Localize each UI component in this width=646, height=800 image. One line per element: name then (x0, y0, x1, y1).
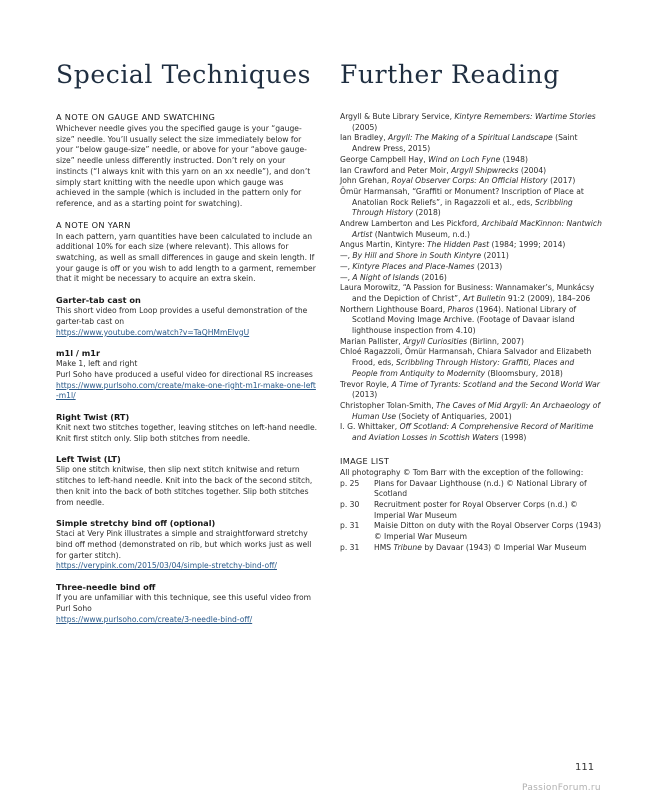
right-twist-body: Knit next two stitches together, leaving stitches on left-hand needle. Knit first stitch only. Slip both stitches from needle. (56, 423, 318, 443)
reference-title: The Hidden Past (427, 240, 490, 250)
garter-heading: Garter-tab cast on (56, 295, 141, 306)
reference-details: (2016) (419, 272, 447, 282)
reference-text: Northern Lighthouse Board, (340, 304, 448, 314)
stretchy-bindoff-section (56, 518, 318, 572)
reference-title: Pharos (447, 304, 474, 314)
m1-heading: m1l / m1r (56, 348, 100, 359)
reference-details: (Birlinn, 2007) (467, 336, 524, 346)
image-caption (374, 521, 602, 542)
image-list-item (340, 479, 602, 500)
reference-details: (2005) (352, 122, 378, 132)
special-techniques-title: Special Techniques (56, 60, 312, 89)
reference-text: —, (340, 251, 353, 261)
reference-title: Kintyre Remembers: Wartime Stories (454, 112, 596, 121)
reference-title: Off Scotland: A Comprehensive Record of Maritime and Aviation Losses in Scottish Waters (352, 422, 594, 443)
caption-rest: by Davaar (1943) © Imperial War Museum (421, 542, 587, 552)
image-list-item (340, 500, 602, 521)
m1-video-link[interactable]: https://www.purlsoho.com/create/make-one-right-m1r-make-one-left-m1l/ (56, 380, 316, 401)
reference-title: Argyll Curiosities (403, 336, 468, 346)
reference-entry (340, 337, 602, 348)
reference-title: Kintyre Places and Place-Names (352, 261, 475, 271)
reference-text: Chloé Ragazzoli, Ömür Harmansah, Chiara Salvador and Elizabeth Frood, eds, (340, 347, 592, 368)
reference-text: Ian Bradley, (340, 133, 389, 143)
further-reading-column (340, 60, 602, 553)
gauge-heading: A NOTE ON GAUGE AND SWATCHING (56, 112, 216, 122)
reference-title: A Time of Tyrants: Scotland and the Second World War (391, 379, 600, 389)
garter-body: This short video from Loop provides a useful demonstration of the garter-tab cast on (56, 306, 308, 326)
reference-entry (340, 422, 602, 443)
reference-details: (2013) (474, 261, 503, 271)
reference-details: (2011) (481, 251, 509, 261)
reference-entry (340, 219, 602, 240)
m1-body: Make 1, left and right Purl Soho have produced a useful video for directional RS increases (56, 359, 313, 379)
reference-title: Wind on Loch Fyne (428, 154, 501, 164)
reference-details: (1948) (500, 154, 528, 164)
right-twist-section (56, 412, 318, 444)
gauge-body: Whichever needle gives you the specified gauge is your “gauge-size” needle. You’ll usually select the size immediately below for your “below gauge-size” needle, or above for your “above gauge-size” needle unless differently instructed. Don’t rely on your instincts (“I always knit with this yarn on an xx needle”), and don’t simply start knitting with the needle upon which gauge was achieved in the sample (which is included in the pattern only for reference, and as a starting point for swatching). (56, 124, 311, 208)
reference-details: (Society of Antiquaries, 2001) (396, 411, 512, 421)
garter-video-link[interactable]: https://www.youtube.com/watch?v=TaQHMmElvgU (56, 327, 250, 337)
image-list-item (340, 521, 602, 542)
reference-text: Trevor Royle, (340, 379, 392, 389)
reference-details: (2004) (518, 165, 547, 175)
reference-title: A Night of Islands (352, 272, 420, 282)
reference-entry (340, 380, 602, 401)
m1-section (56, 348, 318, 402)
reference-title: Scribbling Through History: Graffiti, Places and People from Antiquity to Modernity (352, 358, 575, 378)
three-needle-link[interactable]: https://www.purlsoho.com/create/3-needle-bind-off/ (56, 614, 253, 624)
reference-text: Andrew Lamberton and Les Pickford, (340, 219, 482, 229)
reference-text: George Campbell Hay, (340, 154, 429, 164)
right-twist-heading: Right Twist (RT) (56, 412, 130, 423)
image-list-intro: All photography © Tom Barr with the exception of the following: (340, 467, 584, 477)
image-caption (374, 543, 602, 554)
reference-title: Royal Observer Corps: An Official History (391, 176, 548, 186)
image-list-items (340, 479, 602, 554)
reference-entry (340, 305, 602, 337)
reference-text: Argyll & Bute Library Service, (340, 112, 455, 121)
reference-entry (340, 347, 602, 379)
reference-text: Laura Morowitz, “A Passion for Business: Wannamaker’s, Munkácsy and the Depiction of Christ”, (340, 283, 595, 303)
reference-entry (340, 133, 602, 154)
reference-details: (2013) (352, 390, 378, 400)
reference-details: 91:2 (2009), 184–206 (505, 293, 591, 303)
reference-details: (1998) (498, 433, 527, 443)
reference-details: (2018) (413, 208, 441, 218)
yarn-section (56, 220, 318, 286)
reference-text: Ömür Harmansah, “Graffiti or Monument? Inscription of Place at Anatolian Rock Reliefs”, in Ragazzoli et al., eds, (340, 186, 584, 207)
reference-entry (340, 262, 602, 273)
image-caption (374, 500, 602, 521)
reference-entry (340, 112, 602, 133)
garter-section (56, 295, 318, 338)
image-list-section (340, 456, 602, 554)
reference-text: Angus Martin, Kintyre: (340, 240, 428, 250)
reference-entry (340, 155, 602, 166)
reference-title: Argyll Shipwrecks (451, 165, 519, 175)
caption-text: Plans for Davaar Lighthouse (n.d.) © National Library of Scotland (374, 478, 587, 499)
reference-entry (340, 251, 602, 262)
reference-details: (Saint Andrew Press, 2015) (352, 133, 578, 154)
reference-entry (340, 240, 602, 251)
reference-text: John Grehan, (340, 176, 392, 186)
reference-details: (2017) (547, 176, 576, 186)
stretchy-bindoff-body: Staci at Very Pink illustrates a simple and straightforward stretchy bind off method (demonstrated on rib, but which works just as well for garter stitch). (56, 529, 312, 560)
reference-entry (340, 176, 602, 187)
image-page-number: p. 25 (340, 478, 360, 488)
yarn-body: In each pattern, yarn quantities have been calculated to include an additional 10% for each size (where relevant). This allows for swatching, as well as small differences in gauge and skein length. If your gauge is off or you wish to add length to a garment, remember that it might be necessary to acquire an extra skein. (56, 231, 316, 284)
yarn-heading: A NOTE ON YARN (56, 219, 131, 230)
reference-details: (Bloomsbury, 2018) (485, 368, 563, 378)
reference-text: —, (340, 261, 353, 271)
reference-title: Archibald MacKinnon: Nantwich Artist (352, 219, 602, 239)
left-twist-body: Slip one stitch knitwise, then slip next stitch knitwise and return stitches to left-hand needle. Knit into the back of the second stitch, then knit into the back of both stitches together. Slip both stitches from needle. (56, 465, 313, 507)
image-page-number: p. 31 (340, 542, 360, 552)
image-page-number: p. 31 (340, 521, 360, 531)
reference-text: I. G. Whittaker, (340, 422, 400, 432)
reference-details: (1984; 1999; 2014) (489, 240, 566, 250)
special-techniques-column (56, 60, 318, 635)
reference-entry (340, 187, 602, 219)
reference-entry (340, 283, 602, 304)
reference-title: Argyll: The Making of a Spiritual Landscape (388, 133, 553, 143)
further-reading-title: Further Reading (340, 60, 560, 89)
reference-details: (1964). National Library of Scotland Moving Image Archive. (Footage of Davaar island lighthouse inspection from 4.10) (352, 304, 577, 336)
reference-text: Marian Pallister, (340, 336, 404, 346)
left-twist-heading: Left Twist (LT) (56, 454, 121, 465)
three-needle-body: If you are unfamiliar with this technique, see this useful video from Purl Soho (56, 593, 312, 613)
reference-entry (340, 273, 602, 284)
reference-text: —, (340, 272, 353, 282)
gauge-section (56, 112, 318, 210)
caption-text: HMS (374, 542, 394, 552)
reference-details: (Nantwich Museum, n.d.) (372, 229, 471, 239)
image-page-number: p. 30 (340, 499, 360, 509)
image-caption (374, 479, 602, 500)
caption-text: Recruitment poster for Royal Observer Corps (n.d.) © Imperial War Museum (374, 499, 578, 520)
reference-text: Ian Crawford and Peter Moir, (340, 165, 452, 175)
image-list-item (340, 543, 602, 554)
reference-title: By Hill and Shore in South Kintyre (352, 251, 482, 261)
reference-title: Scribbling Through History (352, 197, 573, 218)
page-number: 111 (575, 762, 595, 773)
stretchy-bindoff-link[interactable]: https://verypink.com/2015/03/04/simple-stretchy-bind-off/ (56, 561, 277, 571)
left-twist-section (56, 454, 318, 508)
reference-title: Art Bulletin (462, 293, 506, 303)
watermark: PassionForum.ru (522, 783, 601, 793)
three-needle-heading: Three-needle bind off (56, 582, 156, 593)
image-list-heading: IMAGE LIST (340, 455, 390, 466)
caption-text: Maisie Ditton on duty with the Royal Observer Corps (1943) © Imperial War Museum (374, 521, 602, 542)
three-needle-section (56, 582, 318, 625)
reference-entry (340, 166, 602, 177)
stretchy-bindoff-heading: Simple stretchy bind off (optional) (56, 518, 216, 529)
reference-entry (340, 401, 602, 422)
caption-italic: Tribune (393, 542, 422, 552)
reference-text: Christopher Tolan-Smith, (340, 400, 437, 410)
reference-list (340, 112, 602, 444)
reference-title: The Caves of Mid Argyll: An Archaeology of Human Use (352, 400, 601, 421)
